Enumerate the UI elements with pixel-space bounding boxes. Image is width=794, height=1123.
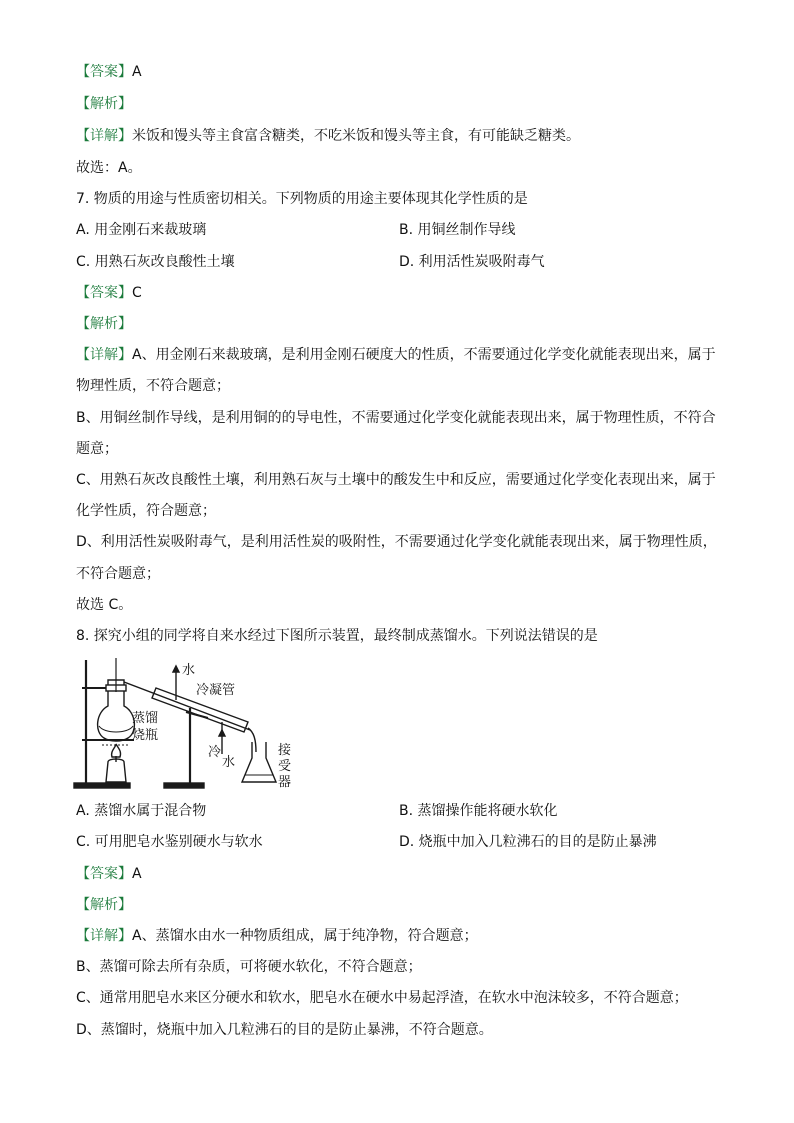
q8-option-b: B. 蒸馏操作能将硬水软化 — [399, 803, 558, 819]
label-receiver-3: 器 — [278, 775, 292, 790]
label-cold-water-2: 水 — [222, 755, 236, 770]
answer-value: A — [132, 866, 142, 882]
q7-option-b: B. 用铜丝制作导线 — [399, 222, 516, 238]
flask-liquid — [99, 726, 133, 732]
detail-text: 米饭和馒头等主食富含糖类，不吃米饭和馒头等主食，有可能缺乏糖类。 — [132, 128, 580, 144]
detail-tag: 【详解】 — [76, 128, 132, 144]
q8-option-a: A. 蒸馏水属于混合物 — [76, 803, 207, 819]
q8-answer — [76, 864, 142, 884]
q8-detail-b: B、蒸馏可除去所有杂质，可将硬水软化，不符合题意； — [76, 959, 422, 975]
answer-value: C — [132, 285, 142, 301]
q7-detail-c-2: 化学性质，符合题意； — [76, 503, 216, 519]
answer-tag: 【答案】 — [76, 866, 132, 882]
q8-option-d: D. 烧瓶中加入几粒沸石的目的是防止暴沸 — [399, 834, 657, 850]
receiver-flask — [242, 742, 276, 782]
q8-analysis-tag: 【解析】 — [76, 897, 132, 913]
label-flask-1: 蒸馏 — [132, 711, 159, 726]
q6-detail — [76, 126, 580, 146]
q7-detail-d-1: D、利用活性炭吸附毒气，是利用活性炭的吸附性，不需要通过化学变化就能表现出来，属于物理性质， — [76, 534, 717, 550]
answer-value: A — [132, 64, 142, 80]
label-cold-water-1: 冷 — [208, 745, 222, 760]
flame — [112, 744, 121, 757]
alcohol-lamp — [106, 759, 126, 782]
q8-detail-a — [76, 926, 478, 946]
q7-answer — [76, 283, 142, 303]
q7-detail-a-1 — [76, 345, 716, 365]
q8-option-c: C. 可用肥皂水鉴别硬水与软水 — [76, 834, 263, 850]
label-receiver-2: 受 — [278, 759, 292, 774]
arrow-up-icon-2 — [219, 730, 225, 736]
q7-option-a: A. 用金刚石来裁玻璃 — [76, 222, 207, 238]
answer-tag: 【答案】 — [76, 64, 132, 80]
q7-detail-d-2: 不符合题意； — [76, 566, 160, 582]
label-condenser: 冷凝管 — [196, 683, 236, 698]
arrow-up-icon — [173, 666, 179, 672]
q8-detail-d: D、蒸馏时，烧瓶中加入几粒沸石的目的是防止暴沸，不符合题意。 — [76, 1022, 493, 1038]
q7-option-d: D. 利用活性炭吸附毒气 — [399, 254, 545, 270]
detail-text: A、用金刚石来裁玻璃，是利用金刚石硬度大的性质，不需要通过化学变化就能表现出来，属于 — [132, 347, 716, 363]
q8-detail-c: C、通常用肥皂水来区分硬水和软水，肥皂水在硬水中易起浮渣，在软水中泡沫较多，不符合题意； — [76, 990, 688, 1006]
q6-analysis-tag: 【解析】 — [76, 96, 132, 112]
label-flask-2: 烧瓶 — [132, 728, 159, 743]
q7-analysis-tag: 【解析】 — [76, 316, 132, 332]
q8-stem: 8. 探究小组的同学将自来水经过下图所示装置，最终制成蒸馏水。下列说法错误的是 — [76, 628, 598, 644]
q6-answer — [76, 62, 142, 82]
q7-option-c: C. 用熟石灰改良酸性土壤 — [76, 254, 235, 270]
q7-conclusion: 故选 C。 — [76, 597, 133, 613]
stand-base-left — [74, 783, 130, 788]
q7-detail-a-2: 物理性质，不符合题意； — [76, 378, 230, 394]
q7-detail-c-1: C、用熟石灰改良酸性土壤，利用熟石灰与土壤中的酸发生中和反应，需要通过化学变化表现出来，属于 — [76, 472, 716, 488]
detail-tag: 【详解】 — [76, 928, 132, 944]
detail-text: A、蒸馏水由水一种物质组成，属于纯净物，符合题意； — [132, 928, 478, 944]
detail-tag: 【详解】 — [76, 347, 132, 363]
q7-detail-b-1: B、用铜丝制作导线，是利用铜的的导电性，不需要通过化学变化就能表现出来，属于物理性质，不符合 — [76, 410, 716, 426]
label-water-out: 水 — [182, 663, 196, 678]
q7-stem: 7. 物质的用途与性质密切相关。下列物质的用途主要体现其化学性质的是 — [76, 191, 528, 207]
q6-conclusion: 故选：A。 — [76, 160, 142, 176]
stand-base-right — [164, 783, 204, 788]
distillation-apparatus-diagram — [72, 658, 302, 790]
answer-tag: 【答案】 — [76, 285, 132, 301]
label-receiver-1: 接 — [278, 743, 292, 758]
q7-detail-b-2: 题意； — [76, 441, 118, 457]
